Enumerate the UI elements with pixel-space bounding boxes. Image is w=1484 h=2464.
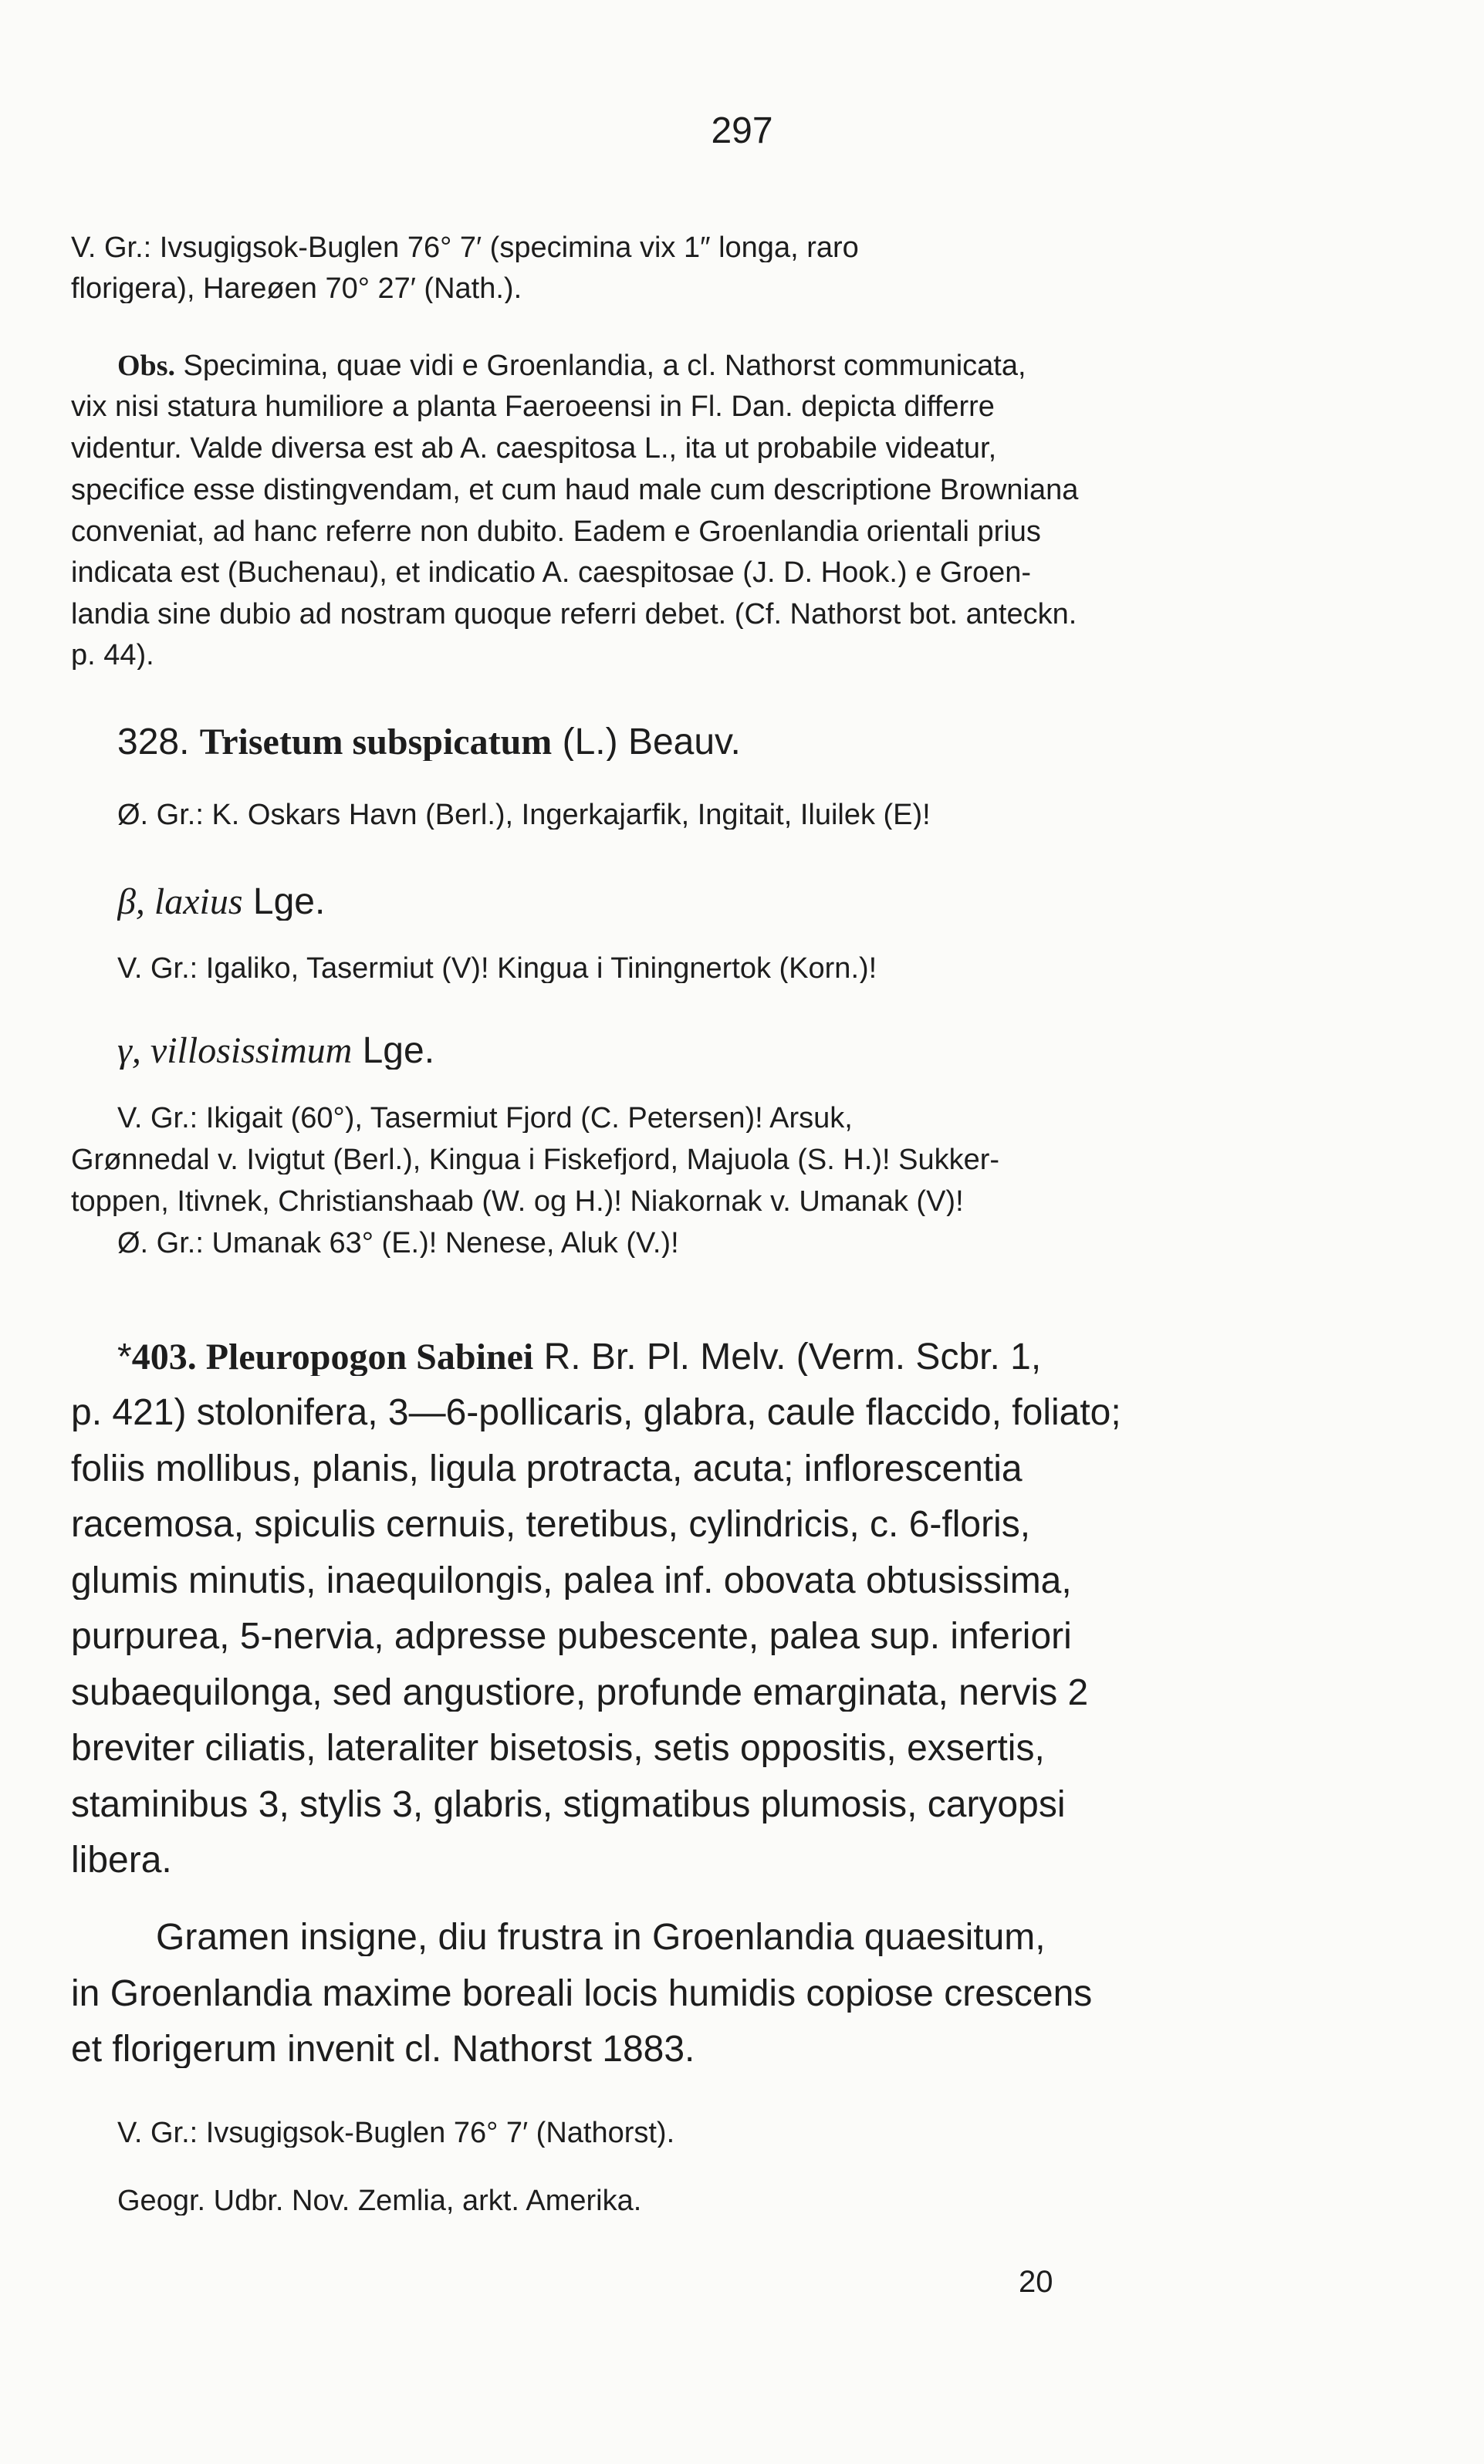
text-run: foliis mollibus, planis, ligula protracta, acuta; inflorescentia: [71, 1451, 1023, 1488]
text-line: [117, 724, 1321, 761]
text-line: [71, 1786, 1275, 1823]
text-run: R. Br. Pl. Melv. (Verm. Scbr. 1,: [533, 1339, 1042, 1376]
text-run: Ø. Gr.: K. Oskars Havn (Berl.), Ingerkajarfik, Ingitait, Iluilek (E)!: [117, 800, 931, 830]
text-run: toppen, Itivnek, Christianshaab (W. og H.)! Niakornak v. Umanak (V)!: [71, 1187, 964, 1216]
signature-mark: 20: [1019, 2265, 1053, 2299]
text-line: [71, 392, 1275, 421]
text-run: Specimina, quae vidi e Groenlandia, a cl. Nathorst communicata,: [174, 351, 1026, 380]
text-run: p. 44).: [71, 641, 154, 670]
text-run: V. Gr.: Ivsugigsok-Buglen 76° 7′ (Nathorst).: [117, 2118, 675, 2148]
text-run: subaequilonga, sed angustiore, profunde emarginata, nervis 2: [71, 1675, 1089, 1712]
text-line: [117, 2118, 1321, 2148]
text-run: Grønnedal v. Ivigtut (Berl.), Kingua i Fiskefjord, Majuola (S. H.)! Sukker-: [71, 1145, 1000, 1175]
text-run: videntur. Valde diversa est ab A. caespitosa L., ita ut probabile videatur,: [71, 434, 997, 463]
text-line: [117, 954, 1321, 983]
text-line: [71, 1563, 1275, 1600]
text-line: [71, 641, 1275, 670]
text-run: glumis minutis, inaequilongis, palea inf. obovata obtusissima,: [71, 1563, 1072, 1600]
text-line: [117, 884, 1321, 921]
text-line: [71, 1394, 1275, 1431]
text-line: [71, 274, 1275, 303]
text-line: [71, 1976, 1275, 2013]
bold-term: Obs.: [117, 351, 175, 380]
text-line: [117, 1229, 1321, 1258]
text-line: [117, 1104, 1321, 1133]
page-number: 297: [711, 110, 773, 151]
text-run: libera.: [71, 1842, 172, 1879]
text-run: conveniat, ad hanc referre non dubito. Eadem e Groenlandia orientali prius: [71, 517, 1041, 546]
text-run: racemosa, spiculis cernuis, teretibus, cylindricis, c. 6-floris,: [71, 1506, 1031, 1543]
text-line: [71, 1618, 1275, 1655]
text-line: [71, 1506, 1275, 1543]
text-line: [71, 233, 1275, 262]
text-line: [71, 2031, 1275, 2068]
text-line: [71, 1145, 1275, 1175]
text-run: Ø. Gr.: Umanak 63° (E.)! Nenese, Aluk (V.)!: [117, 1229, 679, 1258]
text-line: [71, 558, 1275, 587]
text-run: vix nisi statura humiliore a planta Faeroeensi in Fl. Dan. depicta differre: [71, 392, 995, 421]
bold-term: Trisetum subspicatum: [199, 724, 553, 761]
italic-term: γ, villosissimum: [117, 1033, 353, 1070]
text-run: specifice esse distingvendam, et cum haud male cum descriptione Browniana: [71, 475, 1079, 505]
text-line: [71, 1451, 1275, 1488]
text-line: [71, 517, 1275, 546]
text-line: [117, 1033, 1321, 1070]
text-run: breviter ciliatis, lateraliter bisetosis, setis oppositis, exsertis,: [71, 1730, 1045, 1767]
text-line: [71, 1187, 1275, 1216]
text-run: et florigerum invenit cl. Nathorst 1883.: [71, 2031, 695, 2068]
text-line: [71, 1730, 1275, 1767]
text-line: [117, 1339, 1321, 1376]
text-run: Geogr. Udbr. Nov. Zemlia, arkt. Amerika.: [117, 2186, 642, 2216]
text-run: V. Gr.: Ivsugigsok-Buglen 76° 7′ (specimina vix 1″ longa, raro: [71, 233, 859, 262]
text-run: V. Gr.: Igaliko, Tasermiut (V)! Kingua i Tiningnertok (Korn.)!: [117, 954, 877, 983]
text-run: in Groenlandia maxime boreali locis humidis copiose crescens: [71, 1976, 1093, 2013]
text-line: [117, 800, 1321, 830]
text-run: (L.) Beauv.: [552, 724, 741, 761]
text-run: staminibus 3, stylis 3, glabris, stigmatibus plumosis, caryopsi: [71, 1786, 1066, 1823]
italic-term: β, laxius: [117, 884, 243, 921]
text-line: [71, 1675, 1275, 1712]
text-line: [71, 434, 1275, 463]
text-run: Lge.: [242, 884, 326, 921]
text-run: 328.: [117, 724, 200, 761]
text-line: [71, 1842, 1275, 1879]
text-line: [156, 1919, 1360, 1956]
text-run: p. 421) stolonifera, 3—6-pollicaris, glabra, caule flaccido, foliato;: [71, 1394, 1121, 1431]
text-run: V. Gr.: Ikigait (60°), Tasermiut Fjord (C. Petersen)! Arsuk,: [117, 1104, 853, 1133]
bold-term: 403. Pleuropogon Sabinei: [131, 1339, 534, 1376]
text-run: *: [117, 1339, 132, 1376]
text-run: indicata est (Buchenau), et indicatio A. caespitosae (J. D. Hook.) e Groen-: [71, 558, 1032, 587]
text-line: [71, 600, 1275, 629]
text-line: [117, 2186, 1321, 2216]
text-line: [71, 475, 1275, 505]
text-run: florigera), Hareøen 70° 27′ (Nath.).: [71, 274, 522, 303]
text-line: [117, 351, 1321, 380]
text-run: purpurea, 5-nervia, adpresse pubescente, palea sup. inferiori: [71, 1618, 1072, 1655]
text-run: Gramen insigne, diu frustra in Groenlandia quaesitum,: [156, 1919, 1046, 1956]
text-run: Lge.: [352, 1033, 435, 1070]
text-run: landia sine dubio ad nostram quoque referri debet. (Cf. Nathorst bot. anteckn.: [71, 600, 1077, 629]
